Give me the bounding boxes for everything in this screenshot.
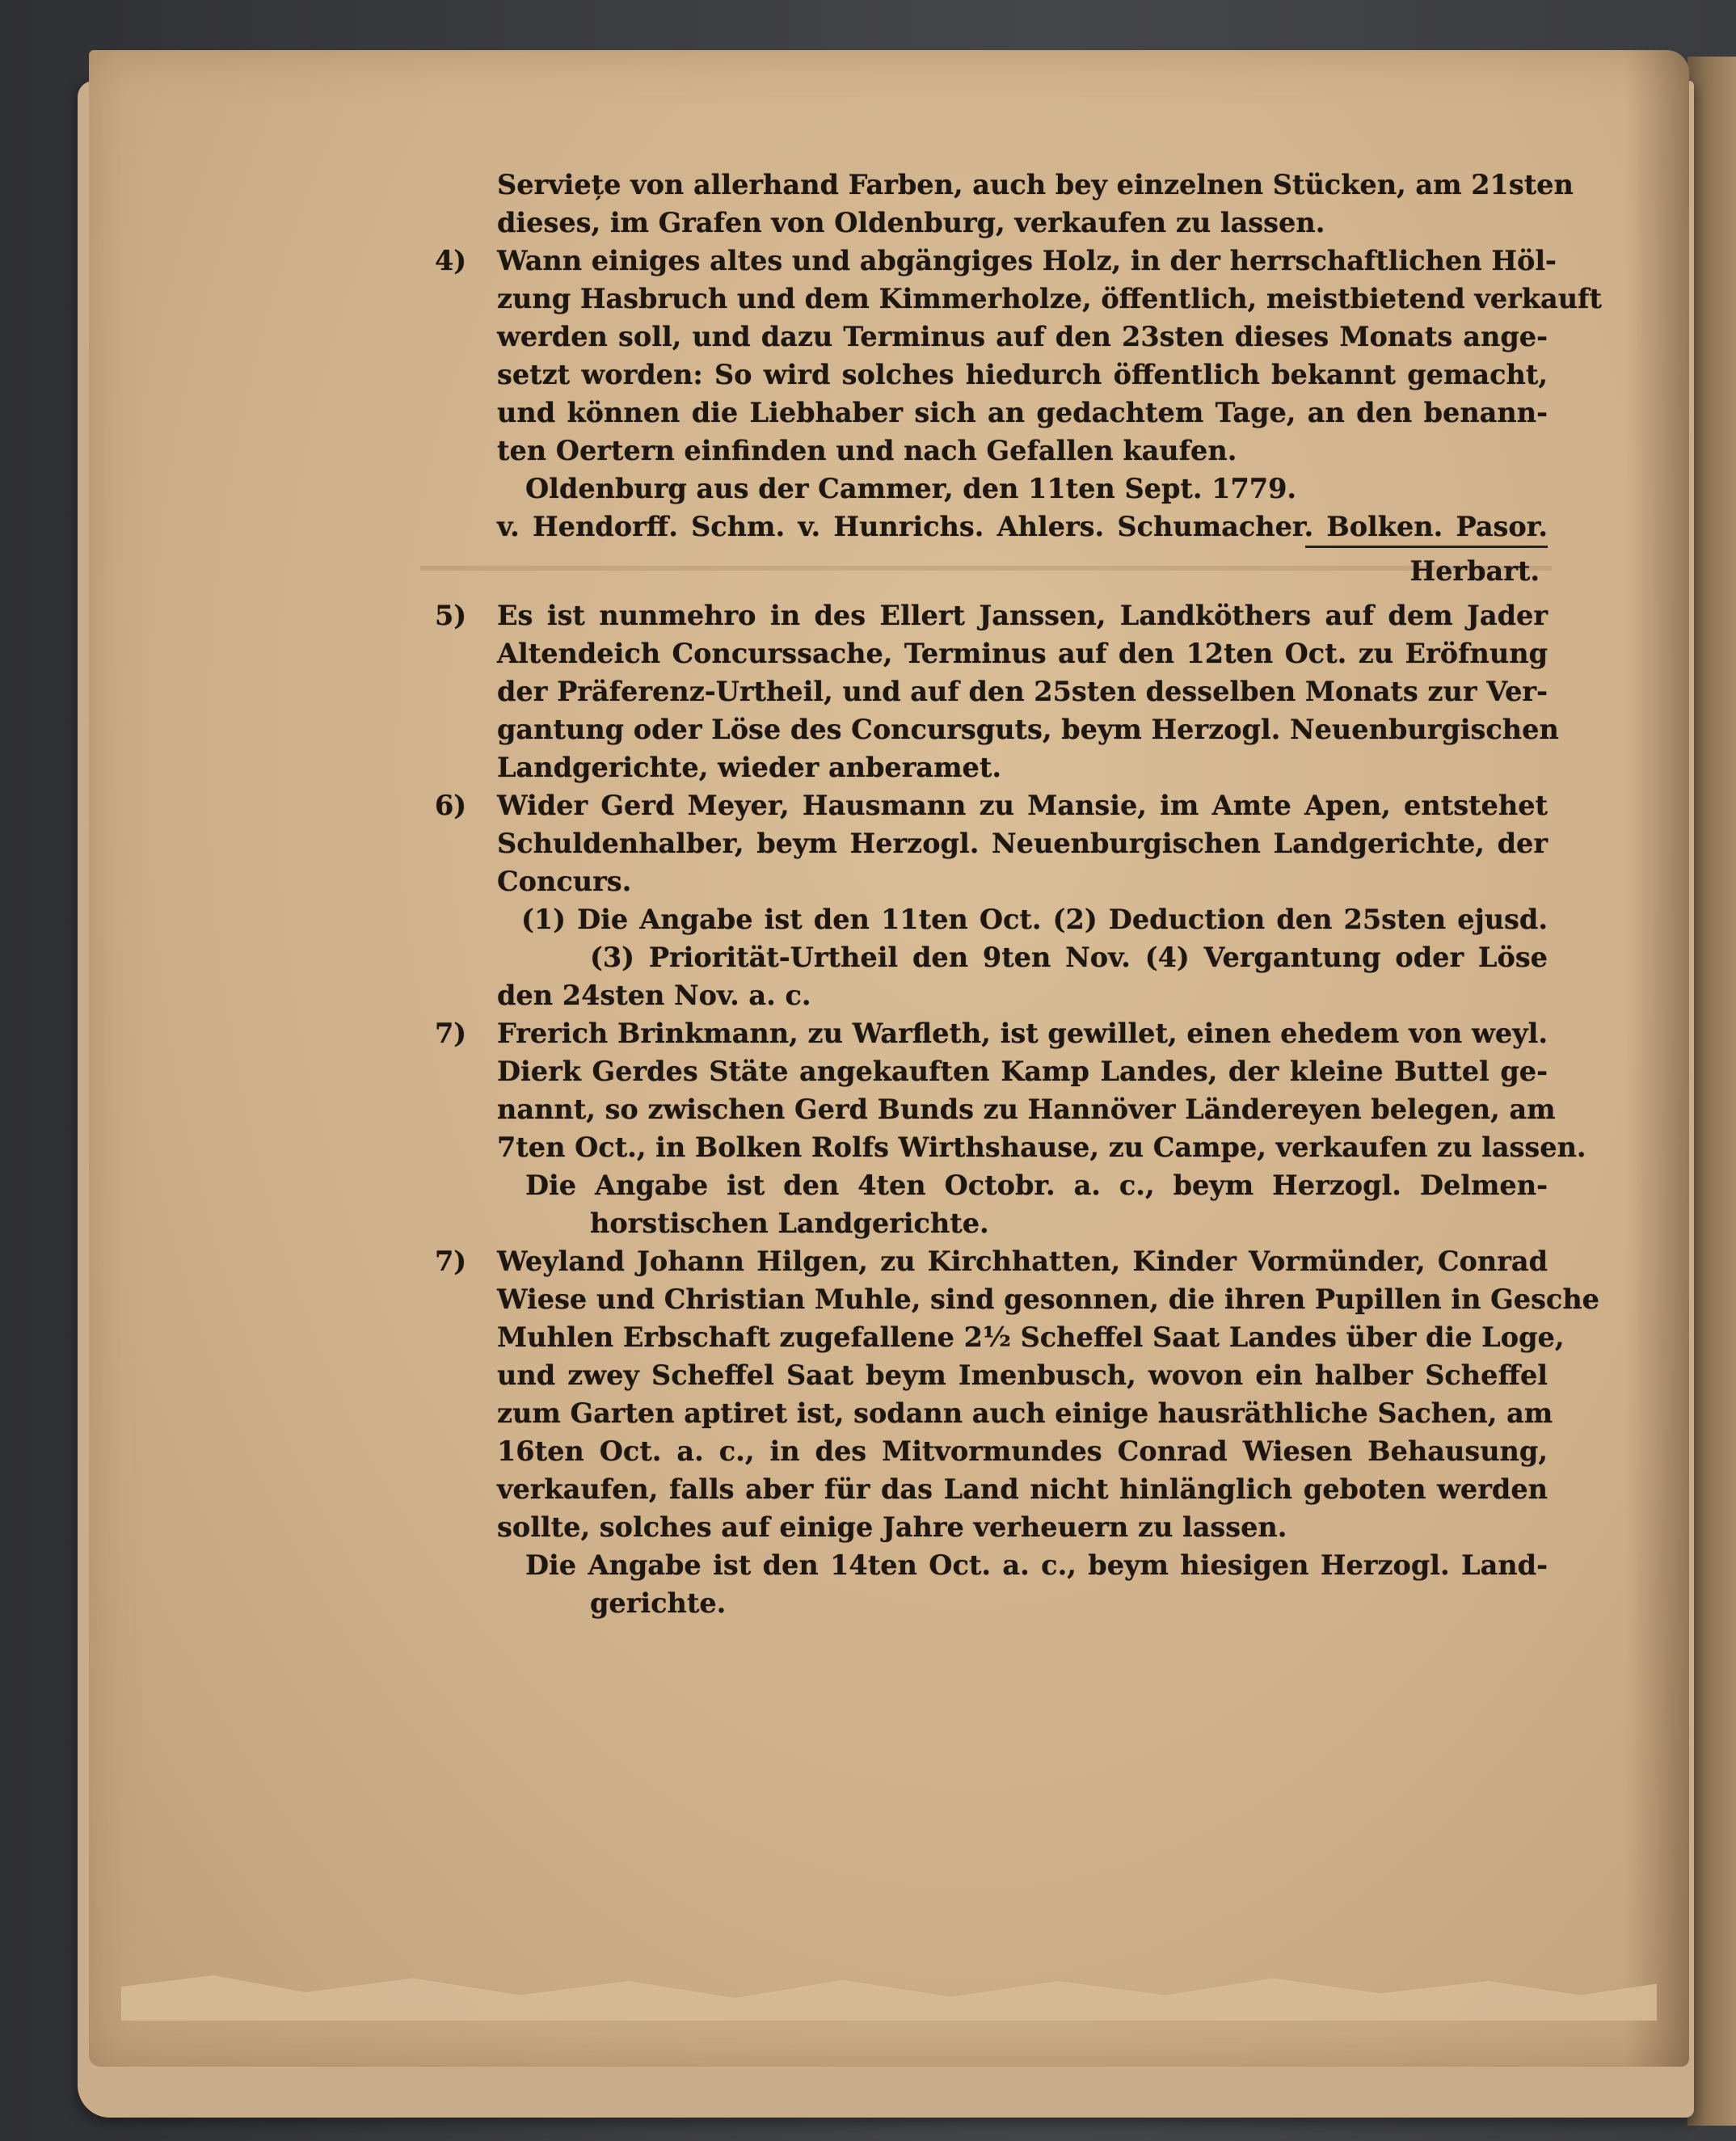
text-line: werden soll, und dazu Terminus auf den 23sten dieses Monats ange- <box>497 321 1548 352</box>
text-line: setzt worden: So wird solches hiedurch öffentlich bekannt gemacht, <box>497 359 1548 390</box>
note-line: Die Angabe ist den 4ten Octobr. a. c., beym Herzogl. Delmen- <box>525 1170 1548 1201</box>
schedule-line: den 24sten Nov. a. c. <box>497 980 811 1011</box>
text-line: 6) Wider Gerd Meyer, Hausmann zu Mansie, im Amte Apen, entstehet <box>497 786 1548 824</box>
entry-number: 4) <box>435 245 467 276</box>
text-line: ten Oertern einfinden und nach Gefallen kaufen. <box>497 435 1237 466</box>
schedule-line: (1) Die Angabe ist den 11ten Oct. (2) Deduction den 25sten ejusd. <box>521 904 1548 935</box>
notice-entry-7a <box>435 1014 1586 1242</box>
note-line: Die Angabe ist den 14ten Oct. a. c., beym hiesigen Herzogl. Land- <box>525 1549 1548 1581</box>
gutter-shadow <box>1624 50 1689 2067</box>
text-line: dieses, im Grafen von Oldenburg, verkaufen zu lassen. <box>497 207 1325 238</box>
text-line: Altendeich Concurssache, Terminus auf den 12ten Oct. zu Eröfnung <box>497 638 1548 669</box>
text-line: Schuldenhalber, beym Herzogl. Neuenburgischen Landgerichte, der <box>497 828 1548 859</box>
text-line: Serviețe von allerhand Farben, auch bey einzelnen Stücken, am 21sten <box>497 169 1574 200</box>
text-line: Dierk Gerdes Stäte angekauften Kamp Landes, der kleine Buttel ge- <box>497 1056 1548 1087</box>
notice-entry-7b <box>435 1242 1599 1622</box>
page-text <box>435 166 1602 1622</box>
note-line: horstischen Landgerichte. <box>590 1207 989 1239</box>
text-line: 7) Frerich Brinkmann, zu Warfleth, ist gewillet, einen ehedem von weyl. <box>497 1014 1548 1052</box>
text-line: Concurs. <box>497 866 632 897</box>
text-line: und zwey Scheffel Saat beym Imenbusch, wovon ein halber Scheffel <box>497 1359 1548 1391</box>
text-line: nannt, so zwischen Gerd Bunds zu Hannöver Ländereyen belegen, am <box>497 1094 1556 1125</box>
entry-number: 5) <box>435 600 467 631</box>
text-line: verkaufen, falls aber für das Land nicht hinlänglich geboten werden <box>497 1473 1548 1505</box>
text-line: 5) Es ist nunmehro in des Ellert Janssen, Landköthers auf dem Jader <box>497 596 1548 634</box>
entry-number: 7) <box>435 1245 467 1277</box>
opening-paragraph <box>497 166 1574 242</box>
signature-rule <box>1305 546 1548 548</box>
text-line: Landgerichte, wieder anberamet. <box>497 752 1002 783</box>
place-date: Oldenburg aus der Cammer, den 11ten Sept. 1779. <box>525 473 1297 504</box>
entry-number: 6) <box>435 790 467 821</box>
entry-number: 7) <box>435 1018 467 1049</box>
text-line: 16ten Oct. a. c., in des Mitvormundes Conrad Wiesen Behausung, <box>497 1435 1548 1467</box>
signature-last: Herbart. <box>1409 555 1540 587</box>
schedule-line: (3) Priorität-Urtheil den 9ten Nov. (4) Vergantung oder Löse <box>590 942 1548 973</box>
text-line: zum Garten aptiret ist, sodann auch einige hausräthliche Sachen, am <box>497 1397 1553 1429</box>
text-line: sollte, solches auf einige Jahre verheuern zu lassen. <box>497 1511 1287 1543</box>
text-line: Wiese und Christian Muhle, sind gesonnen, die ihren Pupillen in Gesche <box>497 1283 1599 1315</box>
adjacent-page-edge <box>1688 57 1736 2126</box>
text-line: gantung oder Löse des Concursguts, beym Herzogl. Neuenburgischen <box>497 714 1559 745</box>
notice-entry-4 <box>435 242 1602 590</box>
text-line: der Präferenz-Urtheil, und auf den 25sten desselben Monats zur Ver- <box>497 676 1548 707</box>
note-line: gerichte. <box>590 1587 727 1619</box>
text-line: 7) Weyland Johann Hilgen, zu Kirchhatten, Kinder Vormünder, Conrad <box>497 1242 1548 1280</box>
text-line: und können die Liebhaber sich an gedachtem Tage, an den benann- <box>497 397 1548 428</box>
text-line: zung Hasbruch und dem Kimmerholze, öffentlich, meistbietend verkauft <box>497 283 1602 314</box>
text-line: Muhlen Erbschaft zugefallene 2½ Scheffel Saat Landes über die Loge, <box>497 1321 1565 1353</box>
text-line: 7ten Oct., in Bolken Rolfs Wirthshause, zu Campe, verkaufen zu lassen. <box>497 1132 1586 1163</box>
notice-entry-5 <box>435 596 1559 786</box>
notice-entry-6 <box>435 786 1548 1014</box>
text-line: 4) Wann einiges altes und abgängiges Holz, in der herrschaftlichen Höl- <box>497 242 1548 280</box>
signatures: v. Hendorff. Schm. v. Hunrichs. Ahlers. Schumacher. Bolken. Pasor. <box>497 511 1548 542</box>
